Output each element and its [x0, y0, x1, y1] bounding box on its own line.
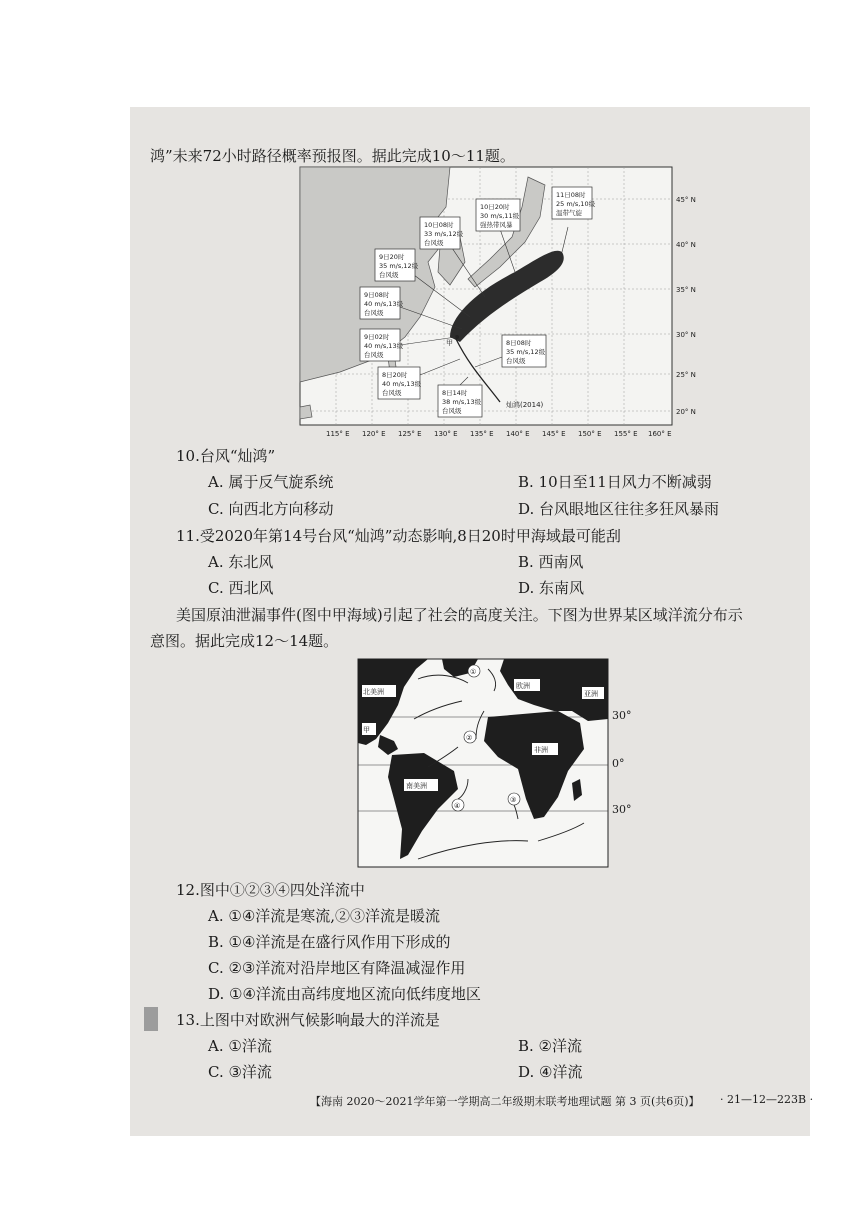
hainan-island	[300, 405, 312, 419]
svg-text:8日08时: 8日08时	[506, 339, 532, 347]
q11-option-a: A. 东北风	[208, 553, 274, 571]
label-north-america: 北美洲	[363, 688, 384, 696]
svg-text:8日14时: 8日14时	[442, 389, 468, 397]
lon-label-135: 135° E	[470, 430, 494, 438]
lon-label-140: 140° E	[506, 430, 530, 438]
q11-stem: 11.受2020年第14号台风“灿鸿”动态影响,8日20时甲海域最可能刮	[176, 527, 621, 545]
intro2-line1: 美国原油泄漏事件(图中甲海域)引起了社会的高度关注。下图为世界某区域洋流分布示	[176, 606, 743, 624]
ocean-current-map	[358, 659, 632, 869]
svg-text:25 m/s,10级: 25 m/s,10级	[556, 200, 596, 208]
q13-option-c: C. ③洋流	[208, 1063, 272, 1081]
q11-option-c: C. 西北风	[208, 579, 274, 597]
svg-text:台风级: 台风级	[364, 309, 384, 317]
current-3-label: ③	[510, 796, 517, 804]
lat-label-30: 30° N	[676, 331, 696, 339]
svg-text:11日08时: 11日08时	[556, 191, 586, 199]
lat-label-30n: 30°	[612, 709, 632, 722]
typhoon-track-map	[300, 167, 696, 439]
svg-text:40 m/s,13级: 40 m/s,13级	[382, 380, 422, 388]
lat-label-45: 45° N	[676, 196, 696, 204]
svg-text:台风级: 台风级	[379, 271, 399, 279]
q10-stem: 10.台风“灿鸿”	[176, 447, 276, 465]
svg-text:8日20时: 8日20时	[382, 371, 408, 379]
svg-text:台风级: 台风级	[382, 389, 402, 397]
svg-text:35 m/s,12级: 35 m/s,12级	[379, 262, 419, 270]
exam-page	[130, 107, 814, 1136]
q12-option-c: C. ②③洋流对沿岸地区有降温减湿作用	[208, 959, 466, 977]
svg-text:9日20时: 9日20时	[379, 253, 405, 261]
current-1-label: ①	[470, 668, 477, 676]
lon-label-120: 120° E	[362, 430, 386, 438]
margin-mark	[144, 1007, 158, 1031]
lat-label-0: 0°	[612, 757, 625, 770]
svg-text:40 m/s,13级: 40 m/s,13级	[364, 342, 404, 350]
q10-option-c: C. 向西北方向移动	[208, 500, 334, 518]
label-africa: 非洲	[534, 746, 548, 754]
point-jia-label: 甲	[363, 726, 370, 734]
point-jia-label: 甲	[446, 339, 453, 347]
svg-text:9日02时: 9日02时	[364, 333, 390, 341]
intro2-line2: 意图。据此完成12～14题。	[150, 632, 339, 650]
svg-text:9日08时: 9日08时	[364, 291, 390, 299]
lon-label-130: 130° E	[434, 430, 458, 438]
svg-text:温带气旋: 温带气旋	[556, 209, 582, 217]
storm-name-label: 灿鸿(2014)	[506, 401, 544, 409]
q13-option-d: D. ④洋流	[518, 1063, 583, 1081]
lat-label-35: 35° N	[676, 286, 696, 294]
lon-label-155: 155° E	[614, 430, 638, 438]
q13-stem: 13.上图中对欧洲气候影响最大的洋流是	[176, 1011, 440, 1029]
svg-text:30 m/s,11级: 30 m/s,11级	[480, 212, 520, 220]
svg-text:38 m/s,13级: 38 m/s,13级	[442, 398, 482, 406]
label-south-america: 南美洲	[406, 782, 427, 790]
typhoon-map-svg	[300, 167, 696, 439]
lat-label-25: 25° N	[676, 371, 696, 379]
page-footer: 【海南 2020～2021学年第一学期高二年级期末联考地理试题 第 3 页(共6页)】	[310, 1095, 700, 1108]
svg-text:台风级: 台风级	[506, 357, 526, 365]
lon-label-150: 150° E	[578, 430, 602, 438]
q10-option-b: B. 10日至11日风力不断减弱	[518, 473, 712, 491]
lon-label-115: 115° E	[326, 430, 350, 438]
q11-option-d: D. 东南风	[518, 579, 585, 597]
svg-text:40 m/s,13级: 40 m/s,13级	[364, 300, 404, 308]
lon-label-160: 160° E	[648, 430, 672, 438]
footer-code: · 21—12—223B ·	[720, 1093, 814, 1106]
q12-stem: 12.图中①②③④四处洋流中	[176, 881, 365, 899]
q13-option-a: A. ①洋流	[208, 1037, 272, 1055]
svg-text:台风级: 台风级	[442, 407, 462, 415]
svg-text:台风级: 台风级	[364, 351, 384, 359]
q10-option-d: D. 台风眼地区往往多狂风暴雨	[518, 500, 720, 518]
current-2-label: ②	[466, 734, 473, 742]
svg-text:台风级: 台风级	[424, 239, 444, 247]
lon-label-125: 125° E	[398, 430, 422, 438]
svg-text:10日20时: 10日20时	[480, 203, 510, 211]
svg-text:35 m/s,12级: 35 m/s,12级	[506, 348, 546, 356]
q12-option-a: A. ①④洋流是寒流,②③洋流是暖流	[208, 907, 441, 925]
lat-label-30s: 30°	[612, 803, 632, 816]
q11-option-b: B. 西南风	[518, 553, 584, 571]
svg-text:强热带风暴: 强热带风暴	[480, 221, 513, 229]
q12-option-b: B. ①④洋流是在盛行风作用下形成的	[208, 933, 451, 951]
lat-label-40: 40° N	[676, 241, 696, 249]
intro-line: 鸿”未来72小时路径概率预报图。据此完成10～11题。	[150, 147, 515, 165]
lat-label-20: 20° N	[676, 408, 696, 416]
svg-text:10日08时: 10日08时	[424, 221, 454, 229]
current-4-label: ④	[454, 802, 461, 810]
q10-option-a: A. 属于反气旋系统	[208, 473, 334, 491]
q13-option-b: B. ②洋流	[518, 1037, 583, 1055]
lon-label-145: 145° E	[542, 430, 566, 438]
label-asia: 亚洲	[584, 690, 598, 698]
svg-text:33 m/s,12级: 33 m/s,12级	[424, 230, 464, 238]
label-europe: 欧洲	[516, 682, 530, 690]
ocean-map-svg	[358, 659, 610, 869]
q12-option-d: D. ①④洋流由高纬度地区流向低纬度地区	[208, 985, 481, 1003]
